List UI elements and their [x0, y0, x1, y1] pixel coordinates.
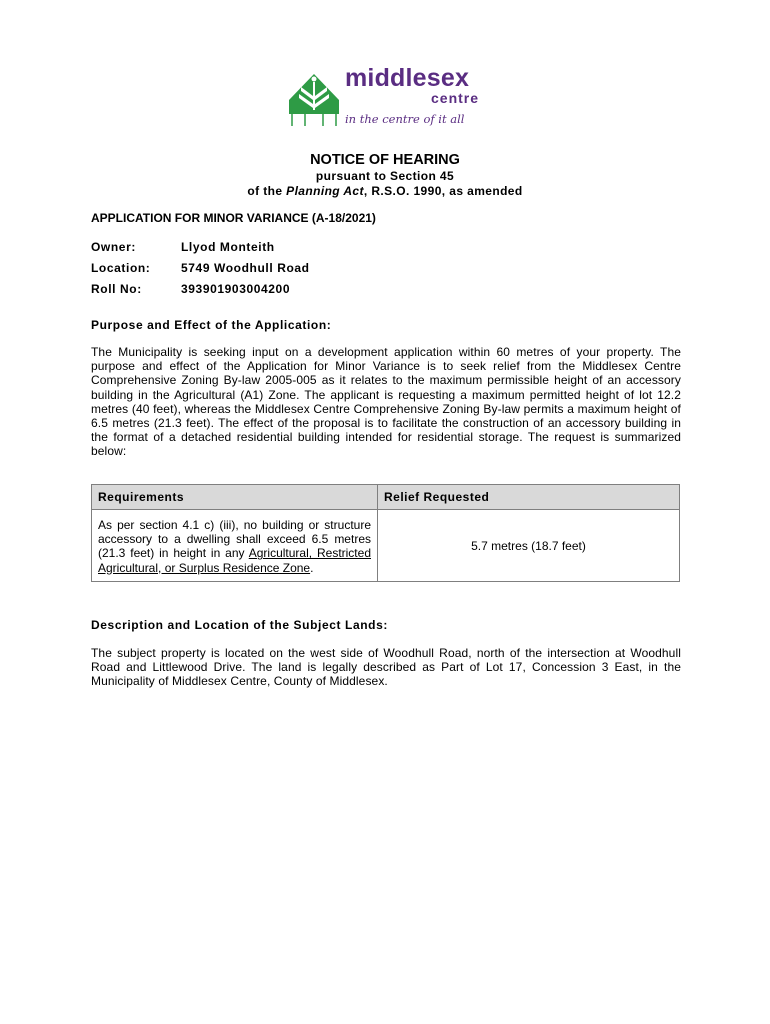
- requirements-table: [91, 484, 680, 582]
- requirement-text: As per section 4.1 c) (iii), no building or structure accessory to a dwelling shall exceed 6.5 metres (21.3 feet) in height in any: [98, 518, 371, 561]
- subtitle-pre: of the: [247, 184, 287, 198]
- subtitle-post: , R.S.O. 1990, as amended: [363, 184, 523, 198]
- requirement-cell: [92, 510, 378, 582]
- subtitle-act: Planning Act: [286, 184, 364, 198]
- header-relief-requested: Relief Requested: [378, 485, 680, 510]
- notice-title: NOTICE OF HEARING: [310, 152, 460, 168]
- requirement-end: .: [310, 560, 314, 575]
- zone-reference: Agricultural, Restricted Agricultural, or Surplus Residence Zone: [98, 546, 371, 575]
- description-heading: Description and Location of the Subject Lands:: [91, 618, 388, 632]
- logo-brand-text: middlesex: [345, 64, 470, 92]
- purpose-paragraph: The Municipality is seeking input on a development application within 60 metres of your property. The purpose and effect of the Application for Minor Variance is to seek relief from the Middlesex Centre Comprehensive Zoning By-law 2005-005 as it relates to the maximum permissible height of an accessory building in the Agricultural (A1) Zone. The applicant is requesting a maximum permitted height of lot 12.2 metres (40 feet), whereas the Middlesex Centre Comprehensive Zoning By-law permits a maximum height of 6.5 metres (21.3 feet). The effect of the proposal is to facilitate the construction of an accessory building in the format of a detached residential building intended for residential storage. The request is summarized below:: [91, 345, 681, 459]
- location-value: 5749 Woodhull Road: [181, 261, 310, 275]
- owner-label: Owner:: [91, 240, 136, 254]
- header-requirements: Requirements: [92, 485, 378, 510]
- roll-label: Roll No:: [91, 282, 142, 296]
- description-paragraph: The subject property is located on the west side of Woodhull Road, north of the intersection at Woodhull Road and Littlewood Drive. The land is legally described as Part of Lot 17, Concession 3 East, in the Municipality of Middlesex Centre, County of Middlesex.: [91, 646, 681, 689]
- relief-cell: 5.7 metres (18.7 feet): [378, 510, 680, 582]
- logo-sub-text: centre: [431, 90, 480, 106]
- owner-value: Llyod Monteith: [181, 240, 275, 254]
- subtitle-line-1: pursuant to Section 45: [315, 169, 455, 183]
- middlesex-centre-logo: [289, 64, 489, 128]
- purpose-heading: Purpose and Effect of the Application:: [91, 318, 332, 332]
- table-row: [92, 510, 680, 582]
- application-heading: APPLICATION FOR MINOR VARIANCE (A-18/2021): [91, 211, 376, 225]
- owner-field: [91, 240, 275, 254]
- logo-tagline: in the centre of it all: [345, 112, 465, 126]
- subtitle-line-2: [0, 184, 770, 198]
- roll-value: 393901903004200: [181, 282, 291, 296]
- logo-mark-icon: [289, 72, 339, 128]
- table-header-row: [92, 485, 680, 510]
- roll-field: [91, 282, 290, 296]
- location-field: [91, 261, 310, 275]
- location-label: Location:: [91, 261, 151, 275]
